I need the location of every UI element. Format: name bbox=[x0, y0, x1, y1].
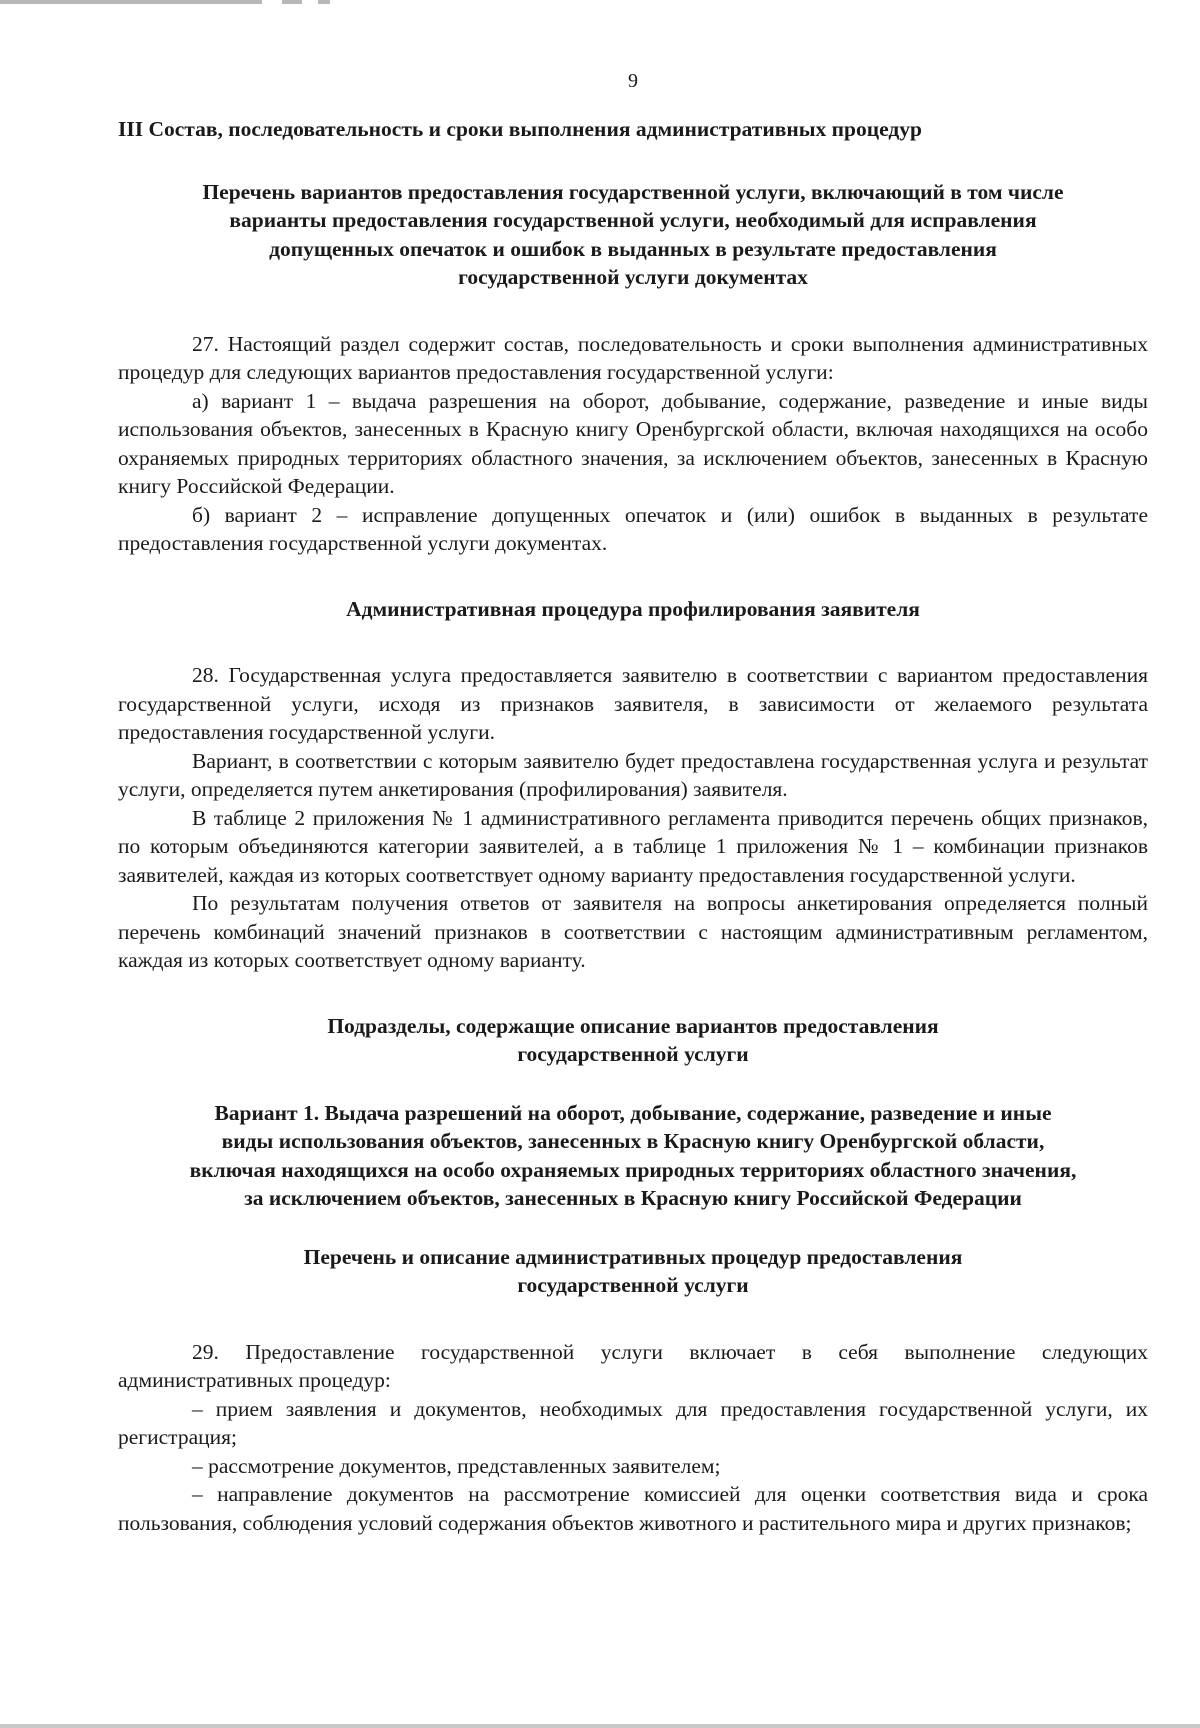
scan-edge-bottom bbox=[0, 1724, 1200, 1728]
paragraph-27-b: б) вариант 2 – исправление допущенных опечаток и (или) ошибок в выданных в результате предоставления государственной услуги документах. bbox=[118, 502, 1148, 555]
heading-variant-1 bbox=[118, 1099, 1148, 1213]
scan-edge-top bbox=[0, 0, 330, 4]
heading-procedures-list bbox=[118, 1243, 1148, 1300]
paragraph-28: 28. Государственная услуга предоставляется заявителю в соответствии с вариантом предоставления государственной услуги, исходя из признаков заявителя, в зависимости от желаемого результата предоставления государственной услуги. bbox=[118, 663, 1148, 744]
list-item: – рассмотрение документов, представленных заявителем; bbox=[192, 1453, 721, 1478]
heading-subsections bbox=[118, 1012, 1148, 1069]
paragraph-27-a: а) вариант 1 – выдача разрешения на оборот, добывание, содержание, разведение и иные виды использования объектов, занесенных в Красную книгу Оренбургской области, включая находящихся на особо охраняемых природных территориях областного значения, за исключением объектов, занесенных в Красную книгу Российской Федерации. bbox=[118, 388, 1148, 498]
list-item: – направление документов на рассмотрение комиссией для оценки соответствия вида и срока пользования, соблюдения условий содержания объектов животного и растительного мира и других признаков; bbox=[118, 1482, 1148, 1535]
document-page bbox=[118, 70, 1148, 1537]
heading-line: государственной услуги bbox=[517, 1042, 749, 1066]
heading-line: допущенных опечаток и ошибок в выданных в результате предоставления bbox=[269, 236, 997, 261]
heading-line: государственной услуги документах bbox=[458, 265, 808, 289]
heading-line: Подразделы, содержащие описание вариантов предоставления bbox=[327, 1013, 939, 1038]
paragraph-28-results: По результатам получения ответов от заявителя на вопросы анкетирования определяется полный перечень комбинаций значений признаков в соответствии с настоящим административным регламентом, каждая из которых соответствует одному варианту. bbox=[118, 891, 1148, 972]
heading-line: включая находящихся на особо охраняемых природных территориях областного значения, bbox=[189, 1157, 1077, 1182]
heading-line: Перечень вариантов предоставления государственной услуги, включающий в том числе bbox=[202, 179, 1064, 204]
paragraph-27: 27. Настоящий раздел содержит состав, последовательность и сроки выполнения административных процедур для следующих вариантов предоставления государственной услуги: bbox=[118, 331, 1148, 384]
heading-line: Вариант 1. Выдача разрешений на оборот, добывание, содержание, разведение и иные bbox=[214, 1100, 1052, 1125]
paragraph-28-variant: Вариант, в соответствии с которым заявителю будет предоставлена государственная услуга и результат услуги, определяется путем анкетирования (профилирования) заявителя. bbox=[118, 748, 1148, 801]
heading-line: Административная процедура профилирования заявителя bbox=[346, 596, 920, 621]
page-number: 9 bbox=[628, 70, 638, 92]
paragraph-29: 29. Предоставление государственной услуги включает в себя выполнение следующих административных процедур: bbox=[118, 1339, 1148, 1392]
heading-line: государственной услуги bbox=[517, 1273, 749, 1297]
section-title: III Состав, последовательность и сроки выполнения административных процедур bbox=[118, 117, 922, 141]
heading-profiling-procedure bbox=[118, 595, 1148, 624]
heading-line: варианты предоставления государственной услуги, необходимый для исправления bbox=[229, 208, 1037, 232]
paragraph-28-table: В таблице 2 приложения № 1 административного регламента приводится перечень общих признаков, по которым объединяются категории заявителей, а в таблице 1 приложения № 1 – комбинации признаков заявителей, каждая из которых соответствует одному варианту предоставления государственной услуги. bbox=[118, 805, 1148, 887]
heading-variants-list bbox=[118, 178, 1148, 292]
heading-line: за исключением объектов, занесенных в Красную книгу Российской Федерации bbox=[244, 1186, 1022, 1210]
heading-line: Перечень и описание административных процедур предоставления bbox=[303, 1244, 963, 1269]
list-item: – прием заявления и документов, необходимых для предоставления государственной услуги, их регистрация; bbox=[118, 1396, 1148, 1449]
heading-line: виды использования объектов, занесенных в Красную книгу Оренбургской области, bbox=[221, 1129, 1045, 1153]
